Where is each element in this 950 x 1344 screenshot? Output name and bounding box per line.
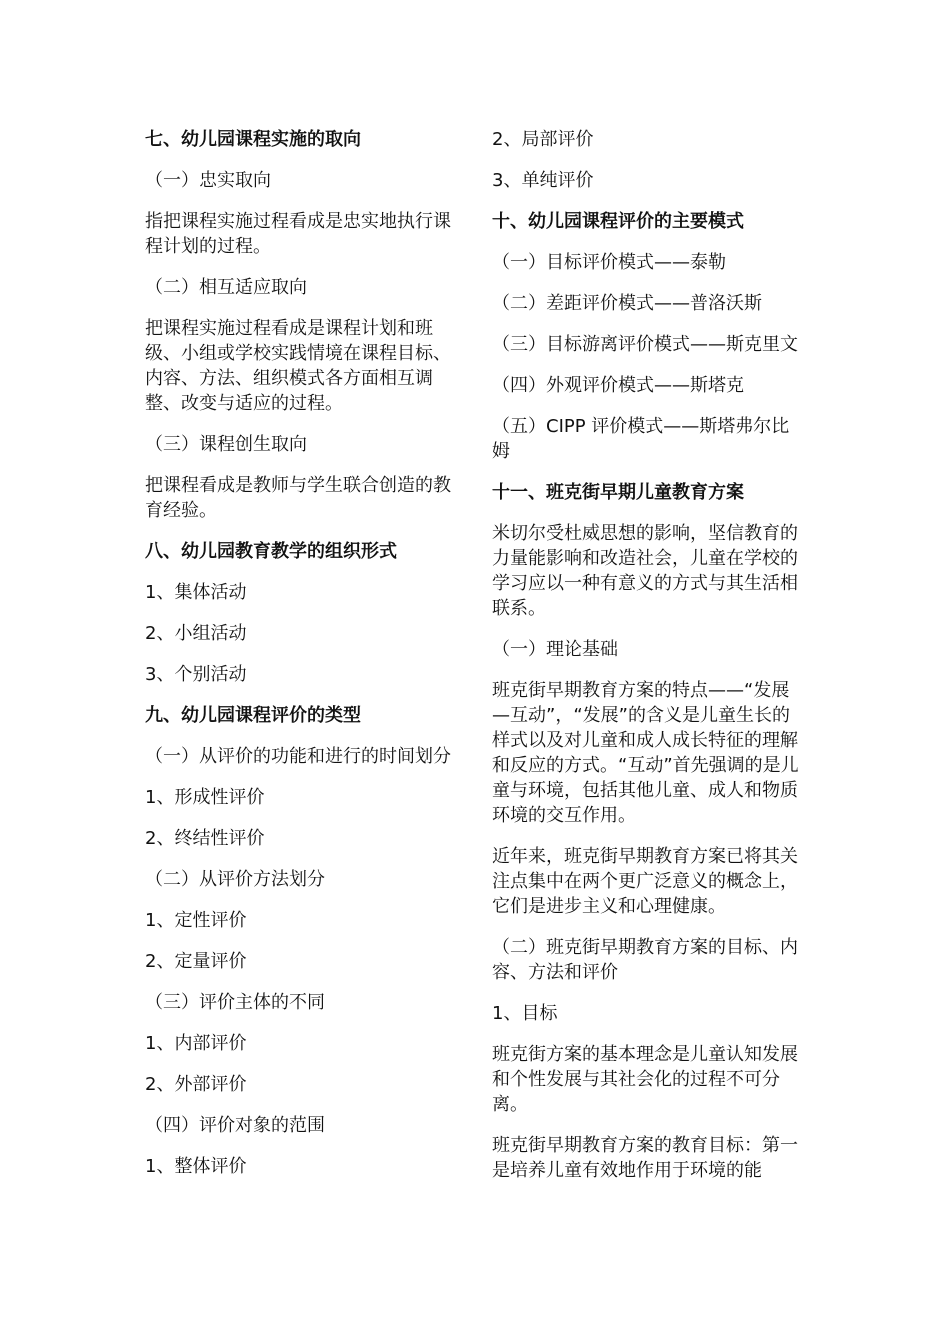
right-paragraph: 2、局部评价 xyxy=(492,129,594,150)
left-paragraph: 1、集体活动 xyxy=(145,582,247,603)
left-paragraph: 把课程实施过程看成是课程计划和班级、小组或学校实践情境在课程目标、内容、方法、组织模式各方面相互调整、改变与适应的过程。 xyxy=(145,318,451,414)
right-paragraph: 3、单纯评价 xyxy=(492,170,594,191)
right-paragraph: （四）外观评价模式——斯塔克 xyxy=(492,375,744,396)
right-section-heading: 十一、班克街早期儿童教育方案 xyxy=(492,482,744,503)
left-column xyxy=(145,127,465,1195)
left-paragraph: （一）忠实取向 xyxy=(145,170,271,191)
left-paragraph: 2、定量评价 xyxy=(145,951,247,972)
right-paragraph: 近年来，班克街早期教育方案已将其关注点集中在两个更广泛意义的概念上，它们是进步主义和心理健康。 xyxy=(492,846,798,917)
right-paragraph: （三）目标游离评价模式——斯克里文 xyxy=(492,334,798,355)
left-paragraph: 把课程看成是教师与学生联合创造的教育经验。 xyxy=(145,475,451,521)
left-section-heading: 七、幼儿园课程实施的取向 xyxy=(145,129,361,150)
right-paragraph: （一）理论基础 xyxy=(492,639,618,660)
left-paragraph: 指把课程实施过程看成是忠实地执行课程计划的过程。 xyxy=(145,211,451,257)
right-paragraph: 1、目标 xyxy=(492,1003,558,1024)
right-paragraph: 班克街早期教育方案的特点——“发展—互动”，“发展”的含义是儿童生长的样式以及对儿童和成人成长特征的理解和反应的方式。“互动”首先强调的是儿童与环境，包括其他儿童、成人和物质环境的交互作用。 xyxy=(492,680,799,826)
right-column xyxy=(492,127,804,1199)
left-paragraph: （一）从评价的功能和进行的时间划分 xyxy=(145,746,451,767)
left-paragraph: （二）相互适应取向 xyxy=(145,277,307,298)
left-paragraph: （四）评价对象的范围 xyxy=(145,1115,325,1136)
left-paragraph: 2、外部评价 xyxy=(145,1074,247,1095)
left-paragraph: 1、定性评价 xyxy=(145,910,247,931)
left-paragraph: 1、整体评价 xyxy=(145,1156,247,1177)
right-paragraph: 班克街早期教育方案的教育目标：第一是培养儿童有效地作用于环境的能 xyxy=(492,1135,798,1181)
right-paragraph: （二）差距评价模式——普洛沃斯 xyxy=(492,293,762,314)
right-section-heading: 十、幼儿园课程评价的主要模式 xyxy=(492,211,744,232)
right-paragraph: （一）目标评价模式——泰勒 xyxy=(492,252,726,273)
right-paragraph: 班克街方案的基本理念是儿童认知发展和个性发展与其社会化的过程不可分离。 xyxy=(492,1044,798,1115)
right-paragraph: （二）班克街早期教育方案的目标、内容、方法和评价 xyxy=(492,937,798,983)
left-paragraph: （三）评价主体的不同 xyxy=(145,992,325,1013)
left-paragraph: （二）从评价方法划分 xyxy=(145,869,325,890)
left-section-heading: 八、幼儿园教育教学的组织形式 xyxy=(145,541,397,562)
right-paragraph: （五）CIPP 评价模式——斯塔弗尔比姆 xyxy=(492,416,790,462)
right-paragraph: 米切尔受杜威思想的影响，坚信教育的力量能影响和改造社会，儿童在学校的学习应以一种有意义的方式与其生活相联系。 xyxy=(492,523,798,619)
left-paragraph: 1、内部评价 xyxy=(145,1033,247,1054)
left-section-heading: 九、幼儿园课程评价的类型 xyxy=(145,705,361,726)
left-paragraph: （三）课程创生取向 xyxy=(145,434,307,455)
left-paragraph: 1、形成性评价 xyxy=(145,787,265,808)
left-paragraph: 2、小组活动 xyxy=(145,623,247,644)
left-paragraph: 3、个别活动 xyxy=(145,664,247,685)
left-paragraph: 2、终结性评价 xyxy=(145,828,265,849)
